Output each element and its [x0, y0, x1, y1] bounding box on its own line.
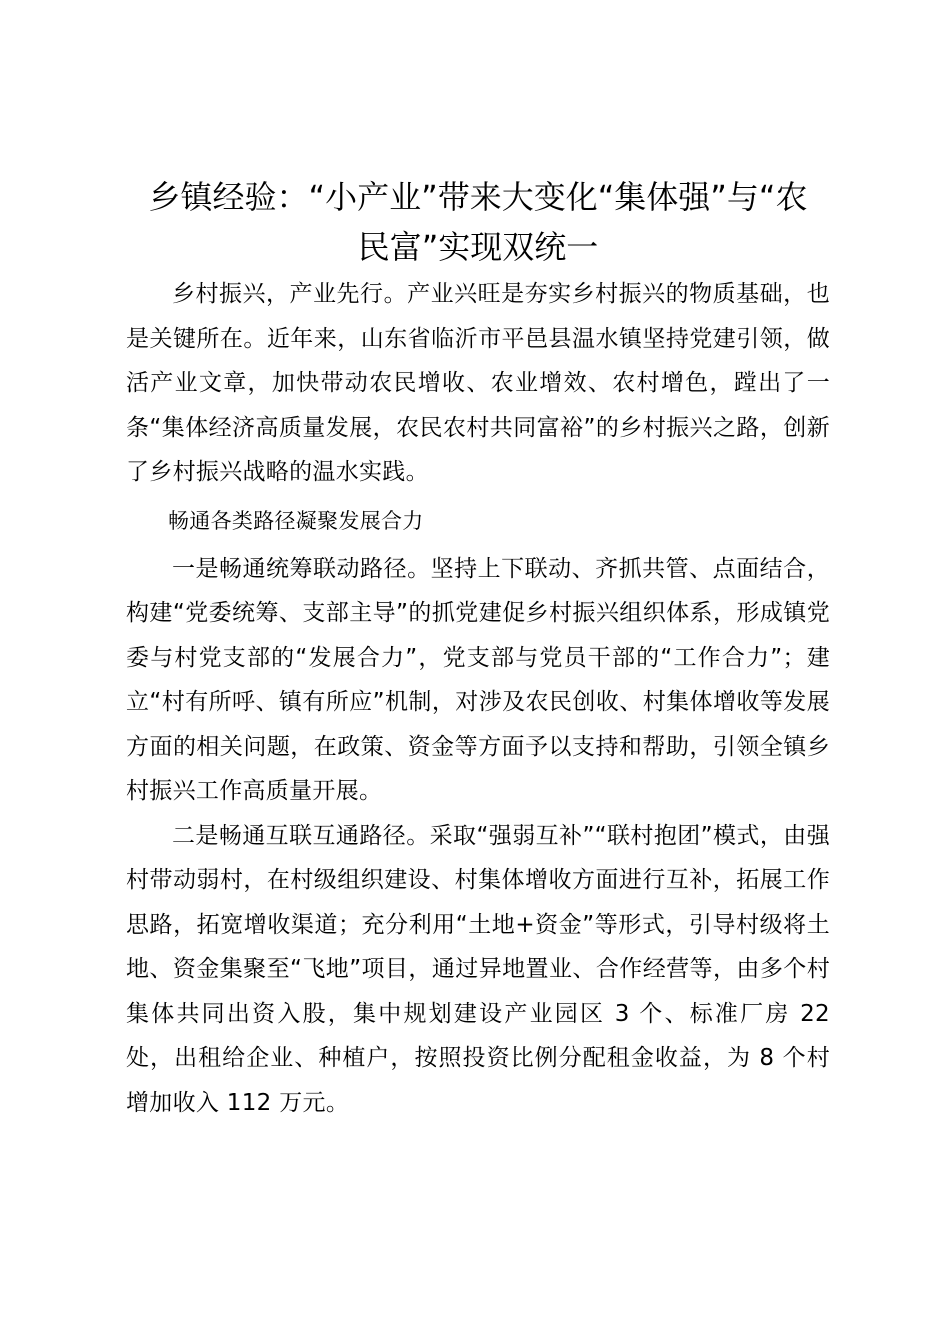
- paragraph-first-point: 一是畅通统筹联动路径。坚持上下联动、齐抓共管、点面结合，构建“党委统筹、支部主导”的抓党建促乡村振兴组织体系，形成镇党委与村党支部的“发展合力”，党支部与党员干部的“工作合力”；建立“村有所呼、镇有所应”机制，对涉及农民创收、村集体增收等发展方面的相关问题，在政策、资金等方面予以支持和帮助，引领全镇乡村振兴工作高质量开展。: [126, 555, 830, 804]
- section-heading: 畅通各类路径凝聚发展合力: [168, 508, 424, 533]
- document-title: 乡镇经验：“小产业”带来大变化“集体强”与“农民富”实现双统一: [148, 178, 808, 266]
- paragraph-intro: 乡村振兴，产业先行。产业兴旺是夯实乡村振兴的物质基础，也是关键所在。近年来，山东省临沂市平邑县温水镇坚持党建引领，做活产业文章，加快带动农民增收、农业增效、农村增色，蹚出了一条“集体经济高质量发展，农民农村共同富裕”的乡村振兴之路，创新了乡村振兴战略的温水实践。: [126, 281, 830, 485]
- document-page: [126, 172, 830, 1125]
- paragraph-second-point: 二是畅通互联互通路径。采取“强弱互补”“联村抱团”模式，由强村带动弱村，在村级组织建设、村集体增收方面进行互补，拓展工作思路，拓宽增收渠道；充分利用“土地+资金”等形式，引导村级将土地、资金集聚至“飞地”项目，通过异地置业、合作经营等，由多个村集体共同出资入股，集中规划建设产业园区 3 个、标准厂房 22 处，出租给企业、种植户，按照投资比例分配租金收益，为 8 个村增加收入 112 万元。: [126, 822, 830, 1116]
